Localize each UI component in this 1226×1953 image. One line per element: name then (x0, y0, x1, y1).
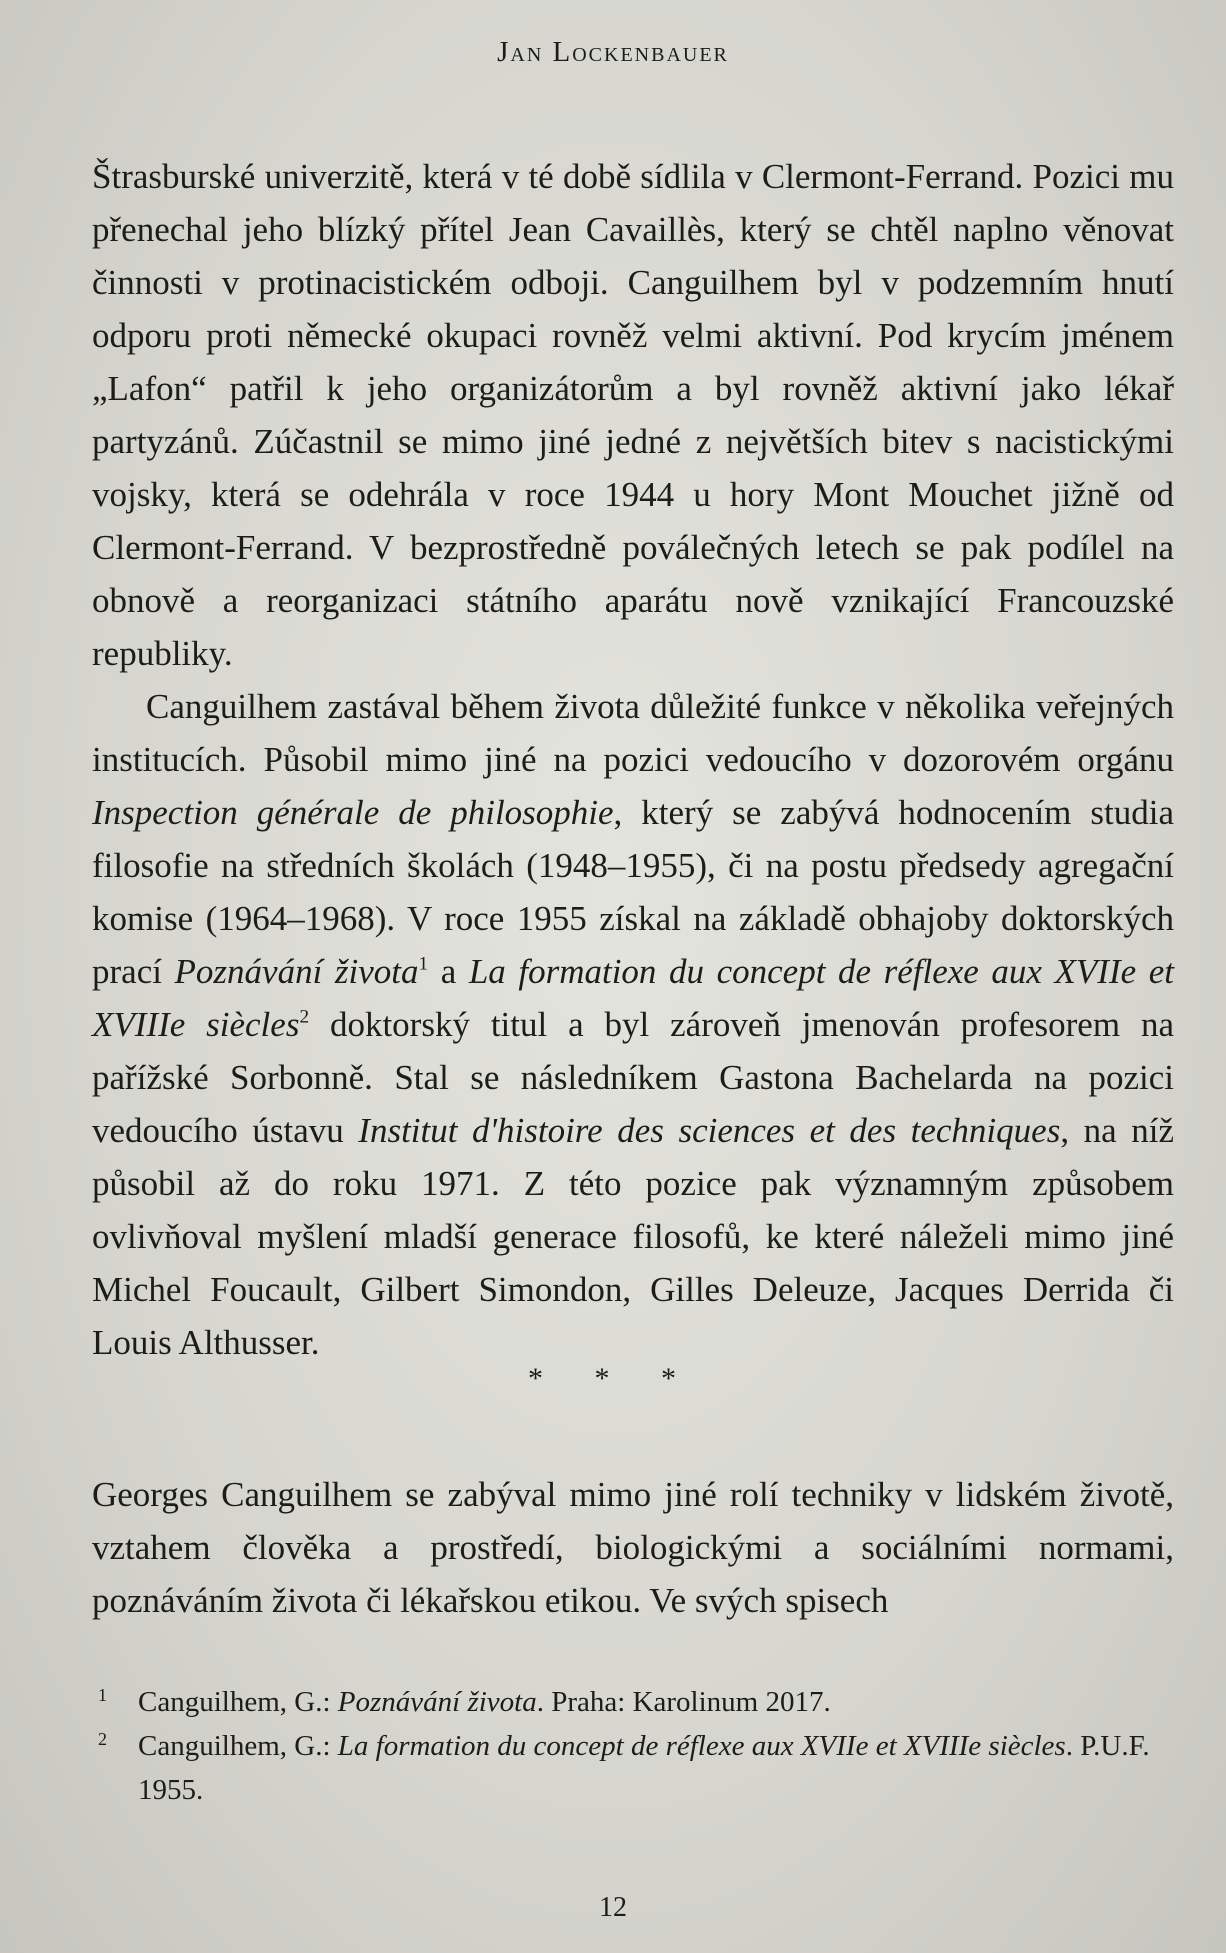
footnote-title: Poznávání života (337, 1686, 537, 1718)
footnote (92, 1680, 1174, 1724)
section-break: * * * (528, 1362, 698, 1395)
italic-title: Poznávání života (174, 952, 419, 991)
footnote-number: 1 (98, 1685, 107, 1705)
paragraph-2-text: doktorský titul a byl zároveň jmenován profesorem na pařížské Sorbonně. Stal se následníkem Gastona Bachelarda na pozici vedoucího ústavu (92, 1005, 1174, 1150)
footnote-author: Canguilhem, G.: (138, 1730, 338, 1762)
paragraph-1: Štrasburské univerzitě, která v té době sídlila v Clermont-Ferrand. Pozici mu přenechal jeho blízký přítel Jean Cavaillès, který se chtěl naplno věnovat činnosti v protinacistickém odboji. Canguilhem byl v podzemním hnutí odporu proti německé okupaci rovněž velmi aktivní. Pod krycím jménem „Lafon“ patřil k jeho organizátorům a byl rovněž aktivní jako lékař partyzánů. Zúčastnil se mimo jiné jedné z největších bitev s nacistickými vojsky, která se odehrála v roce 1944 u hory Mont Mouchet jižně od Clermont-Ferrand. V bezprostředně poválečných letech se pak podílel na obnově a reorganizaci státního aparátu nově vznikající Francouzské republiky. (92, 157, 1174, 673)
main-text-continued (92, 1468, 1174, 1627)
footnote-publisher: . P.U.F. 1955. (138, 1730, 1150, 1806)
italic-title: La formation du concept de réflexe aux XVIIe et XVIIIe siècles (92, 952, 1174, 1044)
footnote-text (138, 1724, 1174, 1812)
paragraph-2-text: , který se zabývá hodnocením studia filosofie na středních školách (1948–1955), či na postu předsedy agregační komise (1964–1968). V roce 1955 získal na základě obhajoby doktorských prací (92, 793, 1174, 991)
paragraph-3: Georges Canguilhem se zabýval mimo jiné rolí techniky v lidském životě, vztahem člověka a prostředí, biologickými a sociálními normami, poznáváním života či lékařskou etikou. Ve svých spisech (92, 1475, 1174, 1620)
footnote-author: Canguilhem, G.: (138, 1686, 338, 1718)
paragraph-2-text: Canguilhem zastával během života důležité funkce v několika veřejných institucích. Působil mimo jiné na pozici vedoucího v dozorovém orgánu (92, 687, 1174, 779)
paragraph-2-text: , na níž působil až do roku 1971. Z této pozice pak významným způsobem ovlivňoval myšlení mladší generace filosofů, ke které náleželi mimo jiné Michel Foucault, Gilbert Simondon, Gilles Deleuze, Jacques Derrida či Louis Althusser. (92, 1111, 1174, 1362)
footnote-reference: 2 (299, 1006, 310, 1028)
running-header: Jan Lockenbauer (497, 36, 729, 68)
italic-title: Inspection générale de philosophie (92, 793, 614, 832)
footnote (92, 1724, 1174, 1812)
italic-title: Institut d'histoire des sciences et des techniques (358, 1111, 1061, 1150)
page-number: 12 (599, 1892, 627, 1923)
footnotes (92, 1680, 1174, 1812)
footnote-title: La formation du concept de réflexe aux XVIIe et XVIIIe siècles (337, 1730, 1066, 1762)
footnote-text (138, 1680, 1174, 1724)
paragraph-2 (92, 680, 1174, 1369)
paragraph-2-text: a (428, 952, 469, 991)
footnote-publisher: . Praha: Karolinum 2017. (536, 1686, 831, 1718)
footnote-reference: 1 (418, 953, 429, 975)
footnote-number: 2 (98, 1729, 107, 1749)
main-text (92, 150, 1174, 1369)
